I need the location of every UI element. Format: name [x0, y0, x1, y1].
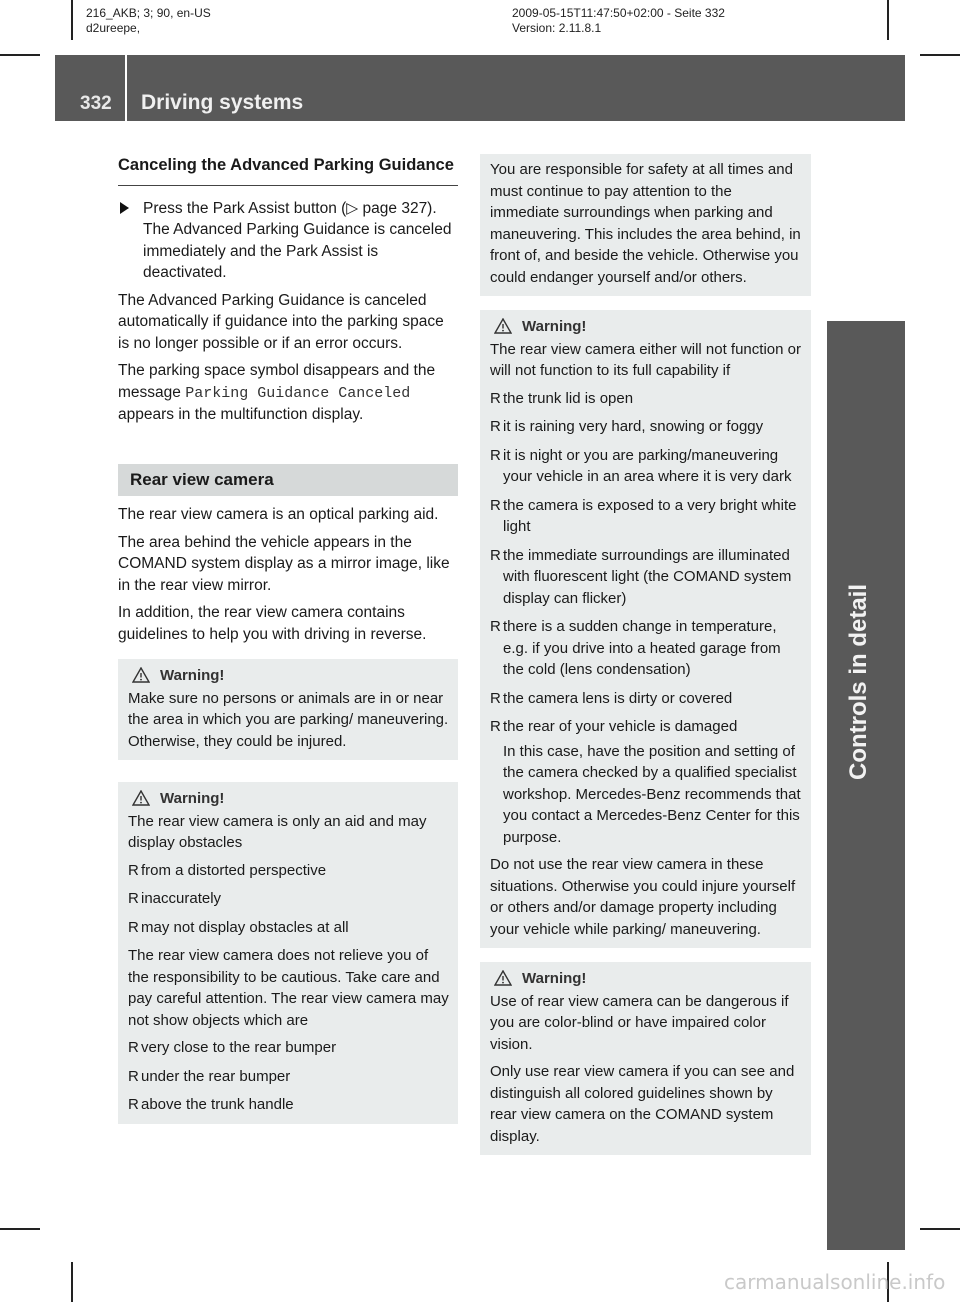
list-item: [490, 545, 803, 610]
bullet-icon: R: [128, 890, 139, 907]
list-item-text: it is night or you are parking/maneuvering your vehicle in an area where it is very dark: [503, 446, 792, 485]
warning-triangle-icon: [494, 318, 512, 334]
warning-title: Warning!: [160, 667, 225, 684]
warning-heading: [128, 788, 450, 810]
section-heading-rear-view-camera: Rear view camera: [118, 464, 458, 497]
paragraph: In addition, the rear view camera contains guidelines to help you with driving in reverse.: [118, 604, 427, 643]
warning-triangle-icon: [494, 970, 512, 986]
warning-box: [480, 310, 811, 948]
print-meta-left: [86, 6, 211, 36]
bullet-icon: R: [128, 861, 139, 879]
section-heading-canceling: Canceling the Advanced Parking Guidance: [118, 155, 458, 186]
list-item: [128, 888, 450, 910]
sidebar-tab: [827, 121, 905, 321]
warning-title: Warning!: [522, 318, 587, 335]
list-item-text: from a distorted perspective: [141, 861, 327, 879]
crop-mark: [920, 54, 960, 56]
warning-title: Warning!: [160, 790, 225, 807]
bullet-icon: R: [490, 496, 501, 514]
list-item-text: the rear of your vehicle is damaged: [503, 718, 738, 735]
bullet-icon: R: [490, 418, 501, 435]
warning-box: [118, 782, 458, 1124]
warning-text: You are responsible for safety at all times and must continue to pay attention to the immediate surroundings when parking and maneuvering. This includes the area behind, in front of, and beside the vehicle. Otherwise you could endanger yourself and/or others.: [490, 161, 801, 286]
list-item: [490, 688, 803, 710]
print-meta-left-line1: 216_AKB; 3; 90, en-US: [86, 6, 211, 20]
warning-box-continued: [480, 154, 811, 296]
chapter-title: Driving systems: [141, 91, 304, 114]
warning-heading: [490, 968, 803, 990]
bullet-icon: R: [128, 918, 139, 936]
list-item-text: the camera lens is dirty or covered: [503, 689, 733, 707]
warning-text: The rear view camera either will not function or will not function to its full capability if: [490, 340, 801, 379]
list-item: [128, 917, 450, 939]
list-item: [490, 616, 803, 681]
footer-watermark: carmanualsonline.info: [724, 1270, 946, 1294]
list-item-text: above the trunk handle: [141, 1096, 294, 1113]
bullet-icon: R: [128, 1067, 139, 1085]
list-item: [490, 716, 803, 738]
warning-text: Use of rear view camera can be dangerous if you are color-blind or have impaired color vision.: [490, 992, 789, 1053]
warning-text: The rear view camera does not relieve you of the responsibility to be cautious. Take care and pay careful attention. The rear view camera may not show objects which are: [128, 947, 449, 1029]
warning-heading: [490, 316, 803, 338]
list-item-text: the camera is exposed to a very bright white light: [503, 496, 797, 535]
list-item: [128, 860, 450, 882]
display-message: Parking Guidance Canceled: [185, 384, 411, 402]
bullet-icon: R: [490, 689, 501, 707]
crop-mark: [0, 1228, 40, 1230]
header-divider: [125, 55, 127, 121]
print-meta-right-line2: Version: 2.11.8.1: [512, 21, 602, 35]
paragraph: The Advanced Parking Guidance is canceled automatically if guidance into the parking space is no longer possible or if an error occurs.: [118, 291, 444, 352]
step-text: Press the Park Assist button (▷ page 327). The Advanced Parking Guidance is canceled immediately and the Park Assist is deactivated.: [143, 199, 452, 281]
crop-mark: [887, 0, 889, 40]
list-item-text: may not display obstacles at all: [141, 918, 349, 936]
paragraph: The area behind the vehicle appears in the COMAND system display as a mirror image, like in the rear view mirror.: [118, 533, 450, 594]
list-item: [128, 1037, 450, 1059]
warning-text: Make sure no persons or animals are in or near the area in which you are parking/ maneuvering. Otherwise, they could be injured.: [128, 689, 449, 750]
list-item-text: inaccurately: [141, 890, 222, 907]
warning-heading: [128, 665, 450, 687]
bullet-icon: R: [128, 1039, 139, 1056]
bullet-icon: R: [490, 389, 501, 407]
instruction-step: [118, 198, 458, 284]
text-run: appears in the multifunction display.: [118, 406, 364, 423]
paragraph: [118, 360, 458, 426]
bullet-icon: R: [490, 718, 501, 735]
list-item-text: very close to the rear bumper: [141, 1039, 337, 1056]
crop-mark: [920, 1228, 960, 1230]
list-item: [490, 445, 803, 488]
print-meta-left-line2: d2ureepe,: [86, 21, 141, 35]
warning-box: [480, 962, 811, 1155]
warning-triangle-icon: [132, 790, 150, 806]
warning-title: Warning!: [522, 970, 587, 987]
bullet-icon: R: [490, 446, 501, 464]
list-item-text: the trunk lid is open: [503, 389, 634, 407]
print-meta-right: [512, 6, 725, 36]
warning-text: The rear view camera is only an aid and may display obstacles: [128, 812, 427, 851]
print-meta-right-line1: 2009-05-15T11:47:50+02:00 - Seite 332: [512, 6, 725, 20]
warning-subtext: In this case, have the position and setting of the camera checked by a qualified specialist workshop. Mercedes-Benz recommends that you contact a Mercedes-Benz Center for this purpose.: [503, 742, 801, 846]
list-item-text: it is raining very hard, snowing or foggy: [503, 418, 764, 435]
warning-box: [118, 659, 458, 760]
list-item: [490, 388, 803, 410]
crop-mark: [71, 1262, 73, 1302]
list-item-text: there is a sudden change in temperature, e.g. if you drive into a heated garage from the cold (lens condensation): [503, 618, 781, 678]
page-number: 332: [80, 93, 112, 114]
bullet-icon: R: [490, 546, 501, 564]
list-item: [128, 1066, 450, 1088]
crop-mark: [0, 54, 40, 56]
sidebar-label: Controls in detail: [845, 583, 872, 780]
list-item-text: under the rear bumper: [141, 1067, 291, 1085]
warning-text: Do not use the rear view camera in these situations. Otherwise you could injure yourself or others and/or damage property including your vehicle while parking/ maneuvering.: [490, 856, 796, 938]
list-item: [490, 495, 803, 538]
bullet-icon: R: [490, 618, 501, 635]
crop-mark: [71, 0, 73, 40]
text-run: The parking space symbol disappears and the message: [118, 362, 436, 401]
step-arrow-icon: [120, 202, 129, 214]
left-column: [118, 155, 458, 1124]
list-item-text: the immediate surroundings are illuminated with fluorescent light (the COMAND system display can flicker): [503, 546, 792, 607]
bullet-icon: R: [128, 1096, 139, 1113]
warning-triangle-icon: [132, 667, 150, 683]
list-item: [128, 1094, 450, 1116]
paragraph: The rear view camera is an optical parking aid.: [118, 506, 439, 523]
warning-text: Only use rear view camera if you can see and distinguish all colored guidelines shown by rear view camera on the COMAND system display.: [490, 1063, 795, 1145]
right-column: [480, 154, 811, 1155]
list-item: [490, 416, 803, 438]
